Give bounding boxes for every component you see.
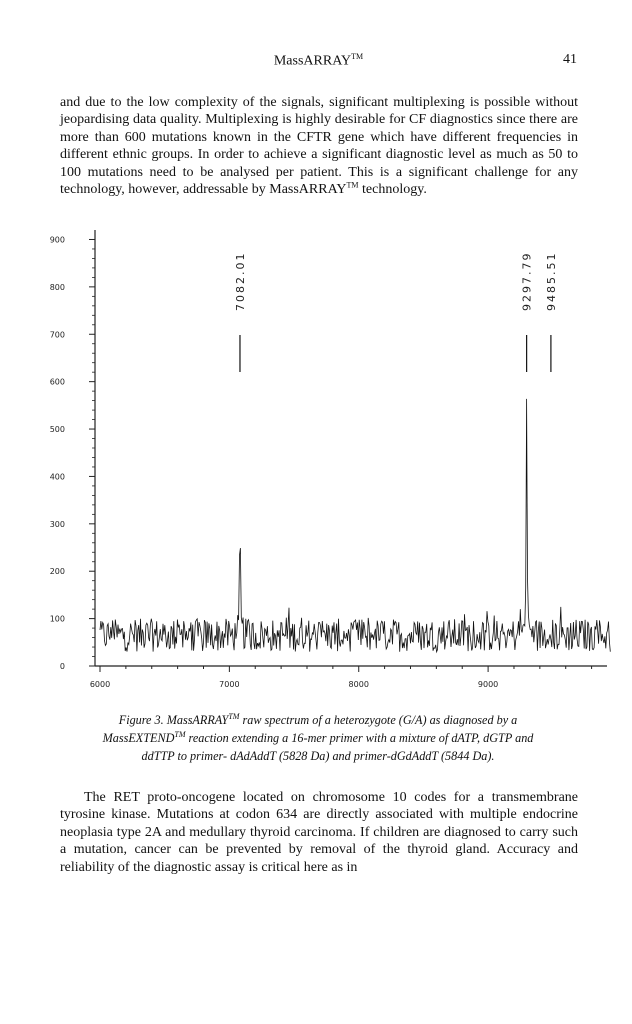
paragraph-1-text: and due to the low complexity of the signals, significant multiplexing is possible without jeopardising data quality. Multiplexing is highly desirable for CF diagnostics since there are more than 600 mutations known in the CFTR gene which have different frequencies in different ethnic groups. In order to achieve a significant diagnostic level as much as 50 to 100 mutations need to be analysed per patient. This is a significant challenge for any technology, however, addressable by MassARRAY xyxy=(60,95,578,198)
x-tick-label: 8000 xyxy=(348,680,369,689)
caption-line-2-start: MassEXTEND xyxy=(102,731,175,745)
x-tick-label: 6000 xyxy=(89,680,111,689)
y-tick-label: 700 xyxy=(49,330,65,340)
peak-mass-label: 7082.01 xyxy=(233,251,247,311)
y-tick-label: 800 xyxy=(49,282,65,292)
spectrum-trace xyxy=(100,399,610,652)
figure-caption xyxy=(58,711,578,765)
y-tick-label: 900 xyxy=(49,235,65,245)
trademark-superscript: TM xyxy=(351,52,364,61)
y-tick-label: 500 xyxy=(49,425,65,435)
peak-mass-label: 9485.51 xyxy=(544,251,558,311)
caption-line-3: ddTTP to primer- dAdAddT (5828 Da) and primer-dGdAddT (5844 Da). xyxy=(141,749,495,763)
paragraph-1-text-end: technology. xyxy=(358,182,427,198)
caption-line-2-end: reaction extending a 16-mer primer with a mixture of dATP, dGTP and xyxy=(185,731,534,745)
y-tick-label: 400 xyxy=(49,472,65,482)
trademark-superscript: TM xyxy=(228,711,240,721)
x-tick-label: 9000 xyxy=(477,680,499,689)
peak-markers xyxy=(234,252,558,373)
caption-line-1-start: Figure 3. MassARRAY xyxy=(118,713,229,727)
x-tick-label: 7000 xyxy=(219,680,240,689)
y-tick-label: 100 xyxy=(49,614,65,624)
trademark-superscript: TM xyxy=(174,729,186,739)
trademark-superscript: TM xyxy=(346,180,359,190)
y-tick-label: 300 xyxy=(49,519,65,529)
x-axis-ticks xyxy=(90,666,592,689)
peak-mass-label: 9297.79 xyxy=(520,251,534,311)
y-tick-label: 600 xyxy=(49,377,65,387)
body-paragraph-2: The RET proto-oncogene located on chromosome 10 codes for a transmembrane tyrosine kinase. Mutations at codon 634 are directly associated with multiple endocrine neoplasia type 2A and medullary thyroid carcinoma. If children are diagnosed to carry such a mutation, cancer can be prevented by removal of the thyroid gland. Accuracy and reliability of the diagnostic assay is critical here as in xyxy=(60,790,578,875)
y-tick-label: 200 xyxy=(49,567,65,577)
caption-line-1-end: raw spectrum of a heterozygote (G/A) as diagnosed by a xyxy=(239,713,518,727)
caption-line-2 xyxy=(58,729,578,747)
running-title-text: MassARRAY xyxy=(273,53,352,69)
page-number: 41 xyxy=(563,52,577,67)
caption-line-1 xyxy=(58,711,578,729)
y-axis-ticks xyxy=(50,235,95,671)
y-tick-label: 0 xyxy=(59,662,65,671)
